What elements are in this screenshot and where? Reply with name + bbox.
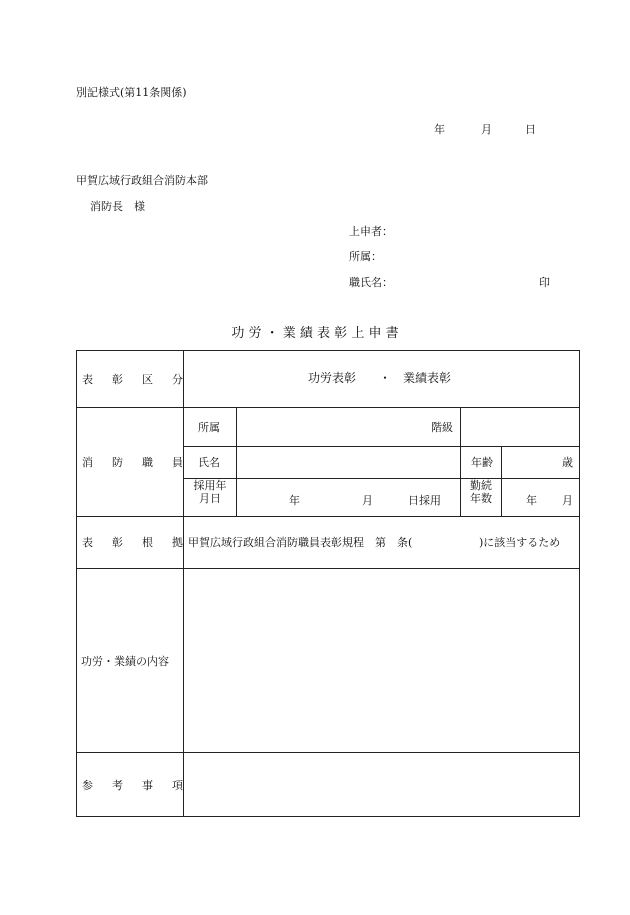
merit-award-option[interactable]: 功労表彰 (308, 371, 357, 385)
content-textarea[interactable] (184, 569, 579, 751)
staff-label: 消 防 職 員 (82, 456, 187, 469)
category-label: 表 彰 区 分 (82, 373, 187, 386)
name-field[interactable] (237, 447, 459, 478)
achievement-award-option[interactable]: 業績表彰 (403, 371, 452, 385)
date-year-label: 年 (434, 123, 445, 136)
form-title: 功 労 ・ 業 績 表 彰 上 申 書 (231, 326, 399, 341)
hire-day-suffix: 日採用 (408, 494, 441, 507)
hire-month-label: 月 (362, 494, 373, 507)
reference-textarea[interactable] (184, 753, 579, 816)
category-separator: ・ (379, 371, 392, 385)
affiliation-field-label: 所属 (198, 421, 220, 434)
age-field[interactable] (502, 447, 557, 478)
date-day-label: 日 (525, 123, 536, 136)
service-years-label: 勤続 年数 (470, 479, 492, 505)
basis-text-prefix: 甲賀広域行政組合消防職員表彰規程 第 条( (188, 536, 413, 549)
application-form (76, 350, 580, 817)
service-years-field[interactable] (502, 479, 579, 515)
hire-date-field[interactable] (237, 479, 459, 515)
affiliation-label: 所属： (349, 250, 382, 263)
reference-label: 参 考 事 項 (82, 779, 187, 792)
service-month-unit: 月 (562, 494, 573, 507)
position-name-label: 職氏名： (349, 276, 393, 289)
rank-field[interactable] (461, 408, 579, 446)
rank-field-label: 階級 (431, 421, 453, 434)
date-month-label: 月 (481, 123, 492, 136)
hire-year-label: 年 (289, 494, 300, 507)
applicant-label: 上申者： (349, 225, 393, 238)
seal-mark: 印 (539, 276, 550, 289)
hire-date-label: 採用年 月日 (193, 479, 227, 505)
service-year-unit: 年 (526, 494, 537, 507)
name-field-label: 氏名 (198, 456, 220, 469)
basis-text-suffix: )に該当するため (479, 536, 561, 549)
form-label: 別記様式(第11条関係) (76, 86, 187, 99)
row-divider (77, 516, 579, 517)
content-label: 功労・業績の内容 (81, 655, 169, 668)
age-unit: 歳 (562, 456, 573, 469)
basis-label: 表 彰 根 拠 (82, 536, 187, 549)
addressee-org: 甲賀広域行政組合消防本部 (76, 174, 208, 187)
addressee-title: 消防長 様 (90, 200, 145, 213)
affiliation-field[interactable] (237, 408, 419, 446)
article-number-field[interactable] (429, 531, 479, 551)
age-field-label: 年齢 (471, 456, 493, 469)
